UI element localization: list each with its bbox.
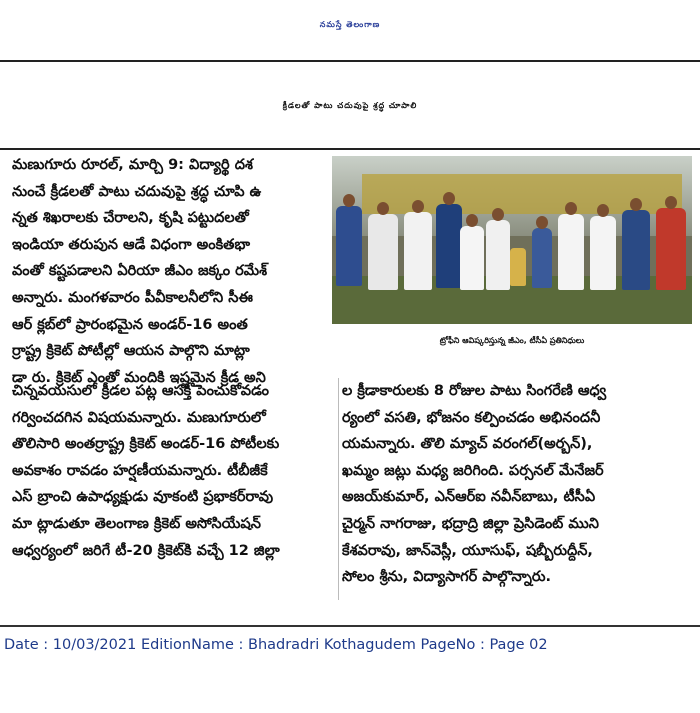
article-line: నుంచే క్రీడలతో పాటు చదువుపై శ్రద్ధ చూపి ఉ <box>12 183 262 200</box>
photo-person <box>460 226 484 290</box>
article-line: తొలిసారి అంతర్రాష్ట్ర క్రికెట్ అండర్‌-16 పోటీలకు <box>12 436 280 453</box>
article-line: అన్నారు. మంగళవారం పీవీకాలనీలోని సీఈ <box>12 289 253 306</box>
photo-person <box>436 204 462 288</box>
article-line: మణుగూరు రూరల్, మార్చి 9: విద్యార్థి దశ <box>12 157 253 173</box>
article-line: ర్యంలో వసతి, భోజనం కల్పించడం అభినందనీ <box>342 409 601 426</box>
article-line: యమన్నారు. తొలి మ్యాచ్ వరంగల్(అర్బన్), <box>342 436 593 453</box>
article-line: ఖమ్మం జట్లు మధ్య జరిగింది. పర్సనల్ మేనేజర్ <box>342 462 604 479</box>
footer-rule <box>0 625 700 627</box>
headline-rule <box>0 148 700 150</box>
edition-footer: Date : 10/03/2021 EditionName : Bhadradri Kothagudem PageNo : Page 02 <box>4 637 548 653</box>
article-line: కేశవరావు, జాన్‌వెస్లీ, యూసుఫ్, షబ్బీరుద్దీన్, <box>342 542 593 559</box>
article-line: అజయ్‌కుమార్, ఎన్‌ఆర్‌ఐ నవీన్‌బాబు, టీసీఏ <box>342 489 596 506</box>
article-line: న్నత శిఖరాలకు చేరాలని, కృషి పట్టుదలతో <box>12 210 249 227</box>
photo-person <box>532 228 552 288</box>
article-column-left-bottom <box>12 378 338 564</box>
article-column-left-top <box>12 152 330 391</box>
news-photo <box>332 156 692 324</box>
photo-person <box>622 210 650 290</box>
photo-person <box>486 220 510 290</box>
article-line: సోలం శ్రీను, విద్యాసాగర్ పాల్గొన్నారు. <box>342 569 552 586</box>
trophy <box>510 248 526 286</box>
masthead-rule <box>0 60 700 62</box>
column-divider <box>338 378 339 600</box>
article-column-right <box>342 378 690 591</box>
article-line: ఆధ్వర్యంలో జరిగే టీ-20 క్రికెట్‌కి వచ్చే 12 జిల్లా <box>12 542 280 559</box>
photo-person <box>590 216 616 290</box>
newspaper-masthead: నమస్తే తెలంగాణ <box>319 19 381 29</box>
article-line: ర్రాష్ట్ర క్రికెట్ పోటీల్లో ఆయన పాల్గొని మాట్లా <box>12 343 250 360</box>
article-line: చిన్నవయసులో క్రీడల పట్ల ఆసక్తి పెంచుకోవడం <box>12 383 269 399</box>
article-line: అవకాశం రావడం హర్షణీయమన్నారు. టీబీజీకే <box>12 462 268 479</box>
article-line: మా ట్లాడుతూ తెలంగాణ క్రికెట్ అసోసియేషన్ <box>12 515 261 532</box>
photo-person <box>336 206 362 286</box>
photo-person <box>404 212 432 290</box>
article-line: ఆర్ క్లబ్‌లో ప్రారంభమైన అండర్‌-16 అంత <box>12 316 248 333</box>
photo-person <box>368 214 398 290</box>
article-line: ల క్రీడాకారులకు 8 రోజుల పాటు సింగరేణి ఆధ్వ <box>342 383 607 399</box>
photo-caption: ట్రోఫీని ఆవిష్కరిస్తున్న జీఎం, టీసీఏ ప్రతినిధులు <box>332 324 692 358</box>
photo-person <box>656 208 686 290</box>
article-line: వంతో కష్టపడాలని ఏరియా జీఎం జక్కం రమేశ్ <box>12 263 268 280</box>
article-line: డా రు. క్రికెట్ ఎంతో మందికి ఇష్టమైన క్రీడ అని <box>12 369 266 386</box>
article-line: చైర్మన్ నాగరాజు, భద్రాద్రి జిల్లా ప్రెసిడెంట్ ముని <box>342 515 599 532</box>
article-line: గర్వించదగిన విషయమన్నారు. మణుగూరులో <box>12 409 266 426</box>
photo-person <box>558 214 584 290</box>
article-line: ఇండియా తరుపున ఆడే విధంగా అంకితభా <box>12 236 251 253</box>
article-headline: క్రీడలతో పాటు చదువుపై శ్రద్ధ చూపాలి <box>282 100 418 110</box>
article-line: ఎస్ బ్రాంచి ఉపాధ్యక్షుడు వూకంటి ప్రభాకర్‌రావు <box>12 489 274 506</box>
